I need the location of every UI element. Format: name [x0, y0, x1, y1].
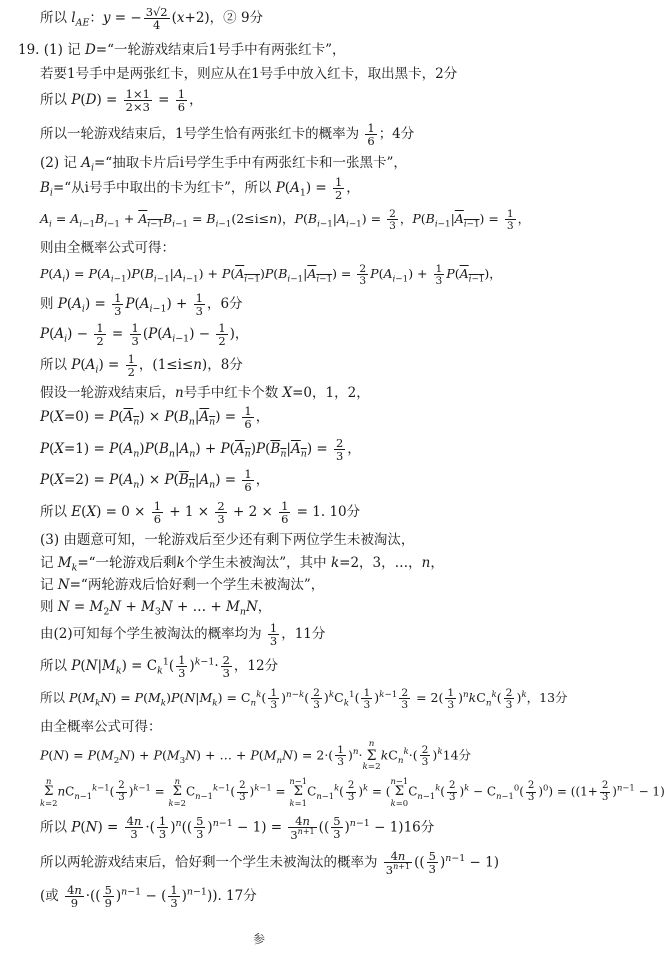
q19-p-ai-total: $P(A_i) = P(A_{i-1})P(B_{i-1}|A_{i-1}) + P(A_{i-1})P(B_{i-1}|A_{i-1})$ = $\frac{2}{3}$ $P(A_{i-1})$ + $\frac{1}{3}$ $P(A_{i-1})$，	[40, 262, 502, 288]
q19-px0: $P(X=0) = P(A_n) \times P(B_n|A_n)$ = $\frac{1}{6}$ ，	[40, 404, 270, 432]
q19-part1-reason: 若要1号手中是两张红卡，则应从在1号手中放入红卡，取出黑卡，2分	[40, 66, 458, 82]
q19-part3-intro: (3) 由题意可知，一轮游戏后至少还有剩下两位学生未被淘汰，	[40, 532, 415, 548]
q19-n-decomp: 则 $N = M_2N + M_3N$ + … + $M_nN$，	[40, 599, 272, 618]
q19-px2: $P(X=2) = P(A_n) \times P(B_n|A_n)$ = $\frac{1}{6}$ ，	[40, 467, 270, 495]
q19-elim-prob: 由(2)可知每个学生被淘汰的概率均为 $\frac{1}{3}$ ，11分	[40, 621, 326, 649]
q19-expectation: 所以 E(X) = 0 × $\frac{1}{6}$ + 1 × $\frac{2}{3}$ + 2 × $\frac{1}{6}$ = 1. 10分	[40, 499, 361, 527]
q19-recurrence-shift: $P(A_i)$ − $\frac{1}{2}$ = $\frac{1}{3}$ ($P(A_{i-1})$ − $\frac{1}{2}$ )，	[40, 321, 249, 349]
q19-pn-sum: $P(N) = P(M_2N) + P(M_3N)$ + … + $P(M_nN) = 2\cdot$( $\frac{1}{3}$ )$^n$·n Σ $k=2kC_n^k\cdot$( $\frac{2}{3}$ )$^k$14分	[40, 739, 472, 772]
q19-px1: $P(X=1) = P(A_n)P(B_n|A_n) + P(A_n)P(B_n|A_n)$ = $\frac{2}{3}$ ，	[40, 436, 361, 464]
q19-part2-def-b: $B_i=“$从i号手中取出的卡为红卡”，所以 $P(A_1)$ = $\frac{1}{2}$ ，	[40, 175, 360, 203]
q19-part1-def: 19. (1) 记 D=“一轮游戏结束后1号手中有两张红卡”，	[18, 42, 346, 58]
page-footer-label: 参	[253, 932, 266, 946]
q19-part1-conclusion: 所以一轮游戏结束后，1号学生恰有两张红卡的概率为 $\frac{1}{6}$ ；4分	[40, 121, 415, 149]
q19-p-mkn: 所以 $P(M_kN) = P(M_k)P(N|M_k) = C_n^k$( $\frac{1}{3}$ )$^{n-k}$( $\frac{2}{3}$ )$^kC_k^1$( $\frac{1}{3}$ )$^{k-1}$ $\frac{2}{3}$ = 2( $\frac{1}{3}$ )$^nkC_n^k$( $\frac{2}{3}$ )$^k$，13分	[40, 686, 568, 712]
q19-part2-def-a: (2) 记 $A_i=“$抽取卡片后i号学生手中有两张红卡和一张黑卡”，	[40, 155, 407, 174]
q19-final-answer: 所以两轮游戏结束后，恰好剩一个学生未被淘汰的概率为 $\frac{4n}{3^{n+1}}$ (( $\frac{5}{3}$ )$^{n-1}$ − 1)	[40, 849, 499, 877]
line-l-ae: 所以 $l_{AE}$：y = − $\frac{3√2}{4}$ (x+2)，② 9分	[40, 5, 264, 33]
q19-pd: 所以 P(D) = $\frac{1\times 1}{2\times 3}$ = $\frac{1}{6}$ ，	[40, 87, 203, 115]
q19-ai-relation: $A_i = A_{i-1}B_{i-1} + A_{i-1}B_{i-1} = B_{i-1}(2\le i\le n)$，$P(B_{i-1}|A_{i-1})$ = $\frac{2}{3}$ ，$P(B_{i-1}|A_{i-1})$ = $\frac{1}{3}$ ，	[40, 207, 531, 233]
q19-pn-result: 所以 P(N) = $\frac{4n}{3}$ ·( $\frac{1}{3}$ )$^n$(( $\frac{5}{3}$ )$^{n-1}$ − 1) = $\frac{4n}{3^{n+1}}$ (( $\frac{5}{3}$ )$^{n-1}$ − 1)16分	[40, 814, 435, 842]
q19-p-n-given-mk: 所以 $P(N|M_k) = C_k^1$( $\frac{1}{3}$ )$^{k-1}$· $\frac{2}{3}$ ，12分	[40, 653, 279, 681]
q19-recurrence: 则 $P(A_i)$ = $\frac{1}{3}$ $P(A_{i-1})$ + $\frac{1}{3}$ ，6分	[40, 291, 243, 319]
q19-x-def: 假设一轮游戏结束后，n号手中红卡个数 X=0，1，2，	[40, 385, 370, 401]
q19-mk-def: 记 $M_k=“$一轮游戏后剩k个学生未被淘汰”，其中 k=2，3，…，n，	[40, 555, 444, 574]
total-prob-intro-1: 则由全概率公式可得：	[40, 240, 175, 256]
q19-n-def: 记 N=“两轮游戏后恰好剩一个学生未被淘汰”，	[40, 577, 325, 593]
total-prob-intro-2: 由全概率公式可得：	[40, 719, 162, 735]
q19-sum-identity: n Σ $k=2nC_{n-1}^{k-1}$( $\frac{2}{3}$ )$^{k-1}$ = n Σ $k=2C_{n-1}^{k-1}$( $\frac{2}{3}$ )$^{k-1}$ = n−1 Σ $k=1C_{n-1}^k$( $\frac{2}{3}$ )$^k$ = (n−1 Σ $k=0C_{n-1}^k$( $\frac{2}{3}$ )$^k - C_{n-1}^0$( $\frac{2}{3}$ )$^0$) = ((1+ $\frac{2}{3}$ )$^{n-1}$ − 1)	[40, 776, 665, 808]
q19-alt-answer: (或 $\frac{4n}{9}$ ·(( $\frac{5}{9}$ )$^{n-1}$ − ( $\frac{1}{3}$ )$^{n-1}$)). 17分	[40, 883, 257, 911]
q19-p-ai-result: 所以 $P(A_i)$ = $\frac{1}{2}$ ，(1≤i≤n)，8分	[40, 352, 243, 380]
